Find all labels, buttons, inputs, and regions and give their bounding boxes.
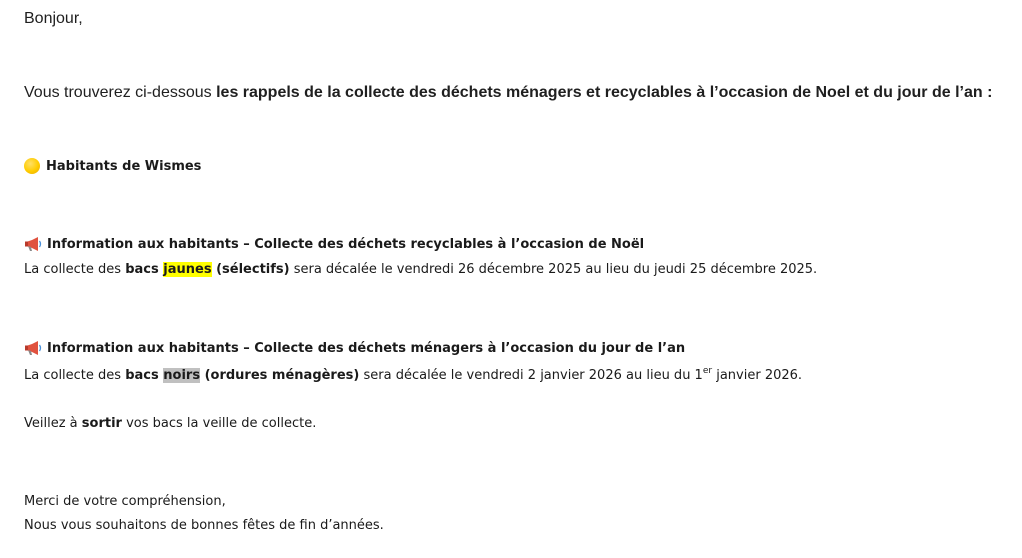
info1-suffix: sera décalée le vendredi 26 décembre 2025 au lieu du jeudi 25 décembre 2025. (289, 262, 818, 277)
info2-bold2: (ordures ménagères) (200, 368, 360, 383)
closing-wishes: Nous vous souhaitons de bonnes fêtes de fin d’années. (24, 518, 384, 533)
info1-text (24, 262, 817, 277)
reminder (24, 416, 316, 431)
section-title-text: Habitants de Wismes (46, 158, 202, 174)
info2-highlight: noirs (163, 368, 201, 383)
megaphone-icon (24, 340, 42, 356)
intro-paragraph (24, 84, 992, 102)
closing-thanks: Merci de votre compréhension, (24, 494, 226, 509)
info1-highlight: jaunes (163, 262, 212, 277)
intro-prefix: Vous trouverez ci-dessous (24, 84, 217, 101)
info2-title (24, 340, 685, 356)
megaphone-icon (24, 236, 42, 252)
email-body (24, 0, 1014, 558)
reminder-bold: sortir (81, 416, 122, 431)
info2-bold1: bacs (125, 368, 164, 383)
info2-superscript: er (702, 365, 713, 376)
info1-bold1: bacs (125, 262, 164, 277)
section-title (24, 158, 201, 174)
reminder-suffix: vos bacs la veille de collecte. (121, 416, 317, 431)
info2-middle: sera décalée le vendredi 2 janvier 2026 au lieu du 1 (359, 368, 703, 383)
info2-suffix: janvier 2026. (712, 368, 803, 383)
info1-title (24, 236, 644, 252)
info2-prefix: La collecte des (24, 368, 126, 383)
greeting: Bonjour, (24, 10, 83, 27)
info1-title-text: Information aux habitants – Collecte des déchets recyclables à l’occasion de Noël (47, 236, 645, 252)
info1-bold2: (sélectifs) (211, 262, 290, 277)
info2-text (24, 365, 803, 383)
info1-prefix: La collecte des (24, 262, 126, 277)
intro-bold: les rappels de la collecte des déchets ménagers et recyclables à l’occasion de Noel et du jour de l’an : (216, 84, 993, 101)
reminder-prefix: Veillez à (24, 416, 82, 431)
info2-title-text: Information aux habitants – Collecte des déchets ménagers à l’occasion du jour de l’an (47, 340, 686, 356)
yellow-circle-icon (24, 158, 40, 174)
